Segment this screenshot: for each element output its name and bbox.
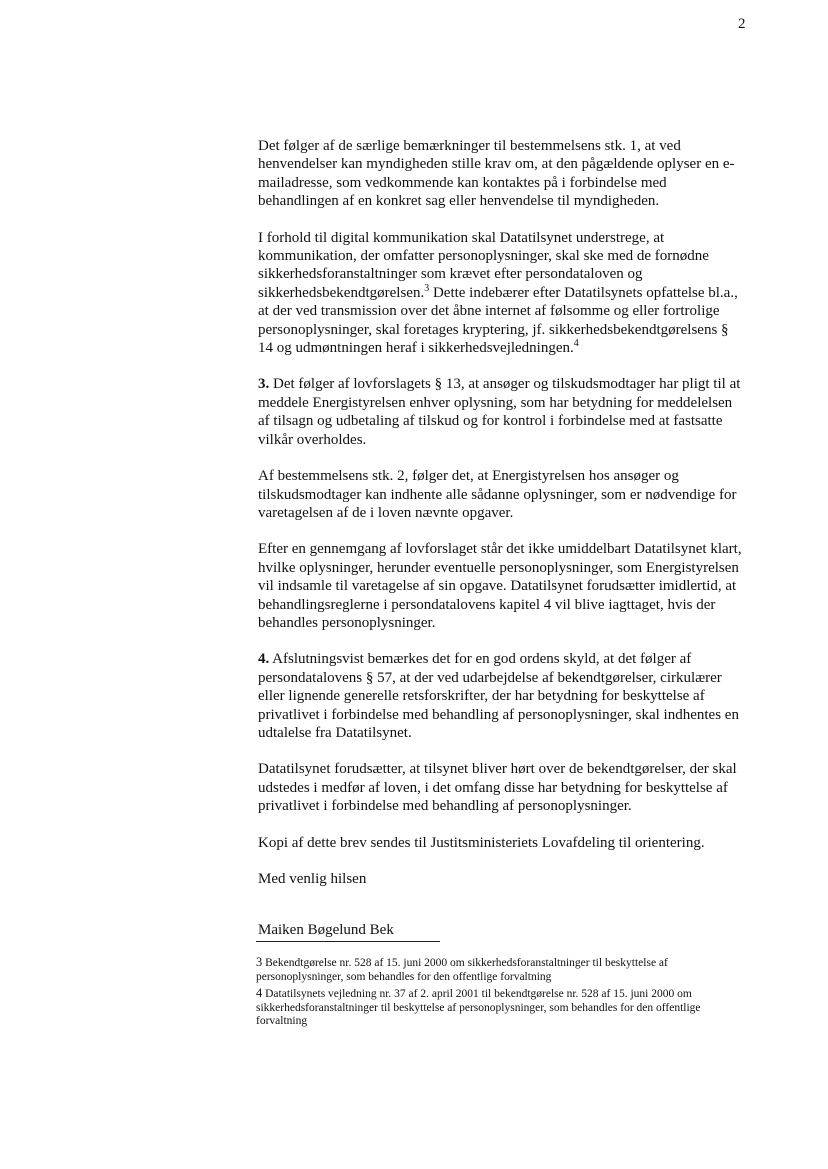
footnote-text: Bekendtgørelse nr. 528 af 15. juni 2000 om sikkerhedsforanstaltninger til beskyttelse af personoplysninger, som behandles for den offentlige forvaltning (256, 957, 668, 983)
footnotes (256, 956, 740, 1032)
section-number: 3. (258, 376, 270, 393)
page-number: 2 (738, 16, 746, 32)
paragraph-section-4 (258, 650, 746, 742)
letter-body (258, 137, 746, 958)
paragraph-review: Efter en gennemgang af lovforslaget står det ikke umiddelbart Datatilsynet klart, hvilke oplysninger, herunder eventuelle personoplysninger, som Energistyrelsen vil indsamle til varetagelse af sin opgave. Datatilsynet forudsætter imidlertid, at behandlingsreglerne i persondatalovens kapitel 4 vil blive iagttaget, hvis der behandles personoplysninger. (258, 541, 742, 631)
paragraph-digital-communication (258, 229, 746, 358)
footnote-mark: 3 (256, 955, 263, 969)
footnote-text: Datatilsynets vejledning nr. 37 af 2. april 2001 til bekendtgørelse nr. 528 af 15. juni 2000 om sikkerhedsforanstaltninger til beskyttelse af personoplysninger, som behandles for den offentlige forvaltning (256, 988, 701, 1028)
paragraph-stk-2: Af bestemmelsens stk. 2, følger det, at Energistyrelsen hos ansøger og tilskudsmodtager kan indhente alle sådanne oplysninger, som er nødvendige for varetagelsen af de i loven nævnte opgaver. (258, 468, 737, 521)
paragraph-hearing: Datatilsynet forudsætter, at tilsynet bliver hørt over de bekendtgørelser, der skal udstedes i medfør af loven, i det omfang disse har betydning for beskyttelse af privatlivet i forbindelse med behandling af personoplysninger. (258, 761, 737, 815)
footnote-divider (256, 941, 440, 942)
paragraph-section-3 (258, 375, 746, 449)
footnote-ref-3[interactable]: 3 (424, 282, 430, 294)
footnote-mark: 4 (256, 986, 263, 1001)
paragraph-text: Afslutningsvist bemærkes det for en god ordens skyld, at det følger af persondatalovens § 57, at der ved udarbejdelse af bekendtgørelser, cirkulærer eller lignende generelle retsforskrifter, der har betydning for beskyttelse af privatlivet i forbindelse med behandling af personoplysninger, skal indhentes en udtalelse fra Datatilsynet. (258, 651, 739, 741)
paragraph-text: Dette indebærer efter Datatilsynets opfattelse bl.a., at der ved transmission over det åbne internet af følsomme og eller fortrolige personoplysninger, skal foretages kryptering, jf. sikkerhedsbekendtgørelsens § 14 og udmøntningen heraf i sikkerhedsvejledningen. (258, 284, 738, 357)
paragraph-text: I forhold til digital kommunikation skal Datatilsynet understrege, at kommunikation, der omfatter personoplysninger, skal ske med de fornødne sikkerhedsforanstaltninger som krævet efter persondataloven og sikkerhedsbekendtgørelsen. (258, 229, 709, 301)
section-number: 4. (258, 651, 270, 668)
footnote-ref-4[interactable]: 4 (573, 338, 579, 350)
paragraph-copy-notice: Kopi af dette brev sendes til Justitsministeriets Lovafdeling til orientering. (258, 834, 705, 851)
signature-name: Maiken Bøgelund Bek (258, 922, 394, 939)
paragraph-email-requirement: Det følger af de særlige bemærkninger til bestemmelsens stk. 1, at ved henvendelser kan myndigheden stille krav om, at den pågældende oplyser en e-mailadresse, som vedkommende kan kontaktes på i forbindelse med behandlingen af en konkret sag eller henvendelse til myndigheden. (258, 138, 735, 210)
footnote-3 (256, 956, 740, 984)
footnote-4 (256, 987, 740, 1029)
paragraph-text: Det følger af lovforslagets § 13, at ansøger og tilskudsmodtager har pligt til at meddele Energistyrelsen enhver oplysning, som har betydning for meddelelsen af tilsagn og udbetaling af tilskud og for kontrol i forbindelse med at fastsatte vilkår overholdes. (258, 376, 741, 448)
closing-greeting: Med venlig hilsen (258, 871, 367, 887)
